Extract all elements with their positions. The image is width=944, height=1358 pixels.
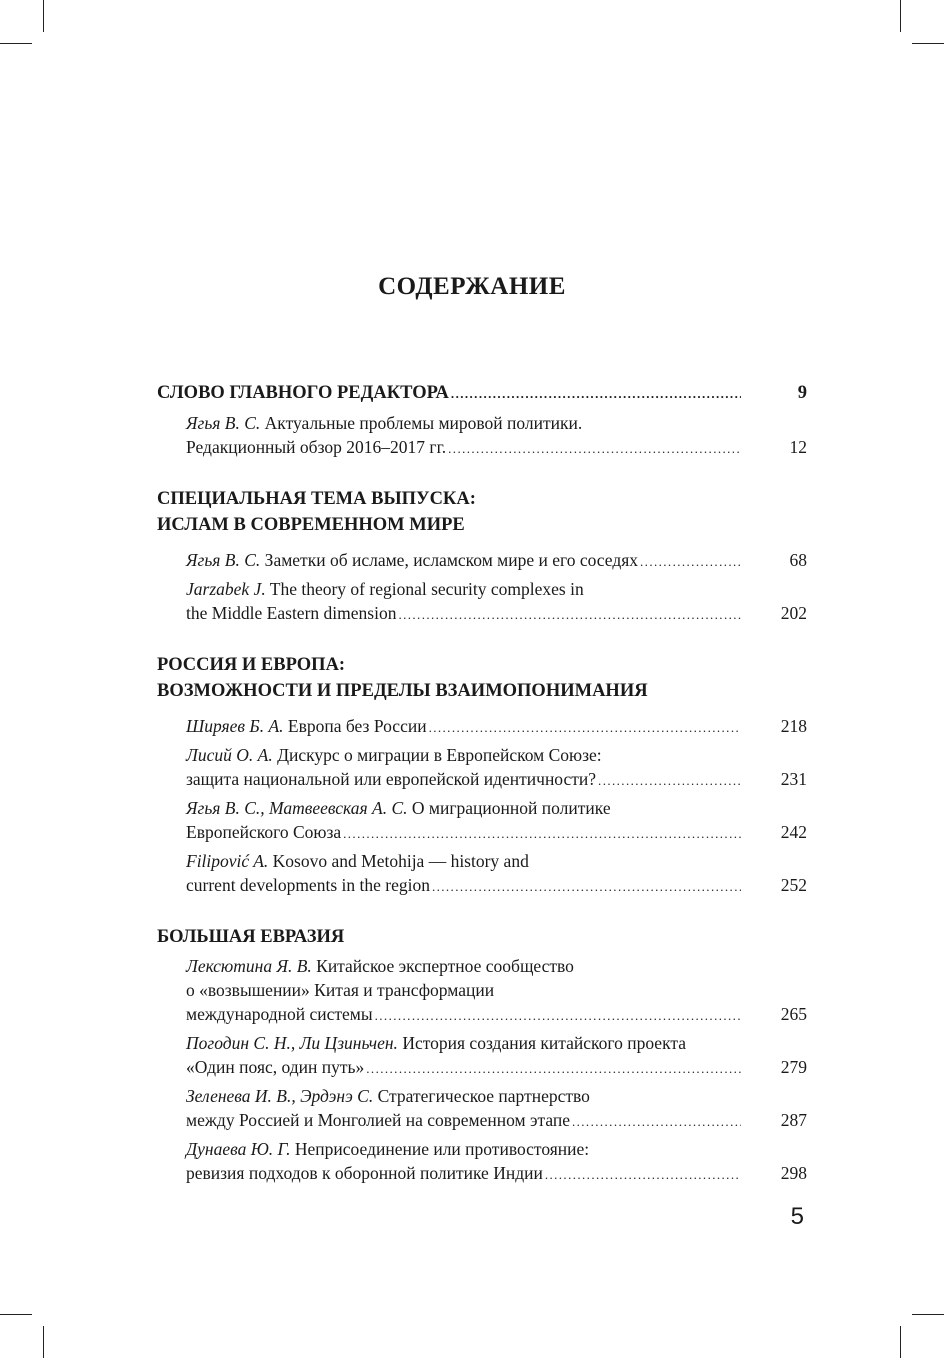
entry-line	[186, 767, 807, 793]
entry-line	[186, 1161, 807, 1187]
entry-line	[186, 411, 807, 435]
entry-title: Актуальные проблемы мировой политики.	[264, 413, 583, 433]
dot-leader	[448, 437, 741, 461]
entry-text	[186, 1055, 364, 1079]
entry-line	[186, 849, 807, 873]
toc-entry	[157, 743, 807, 793]
page-ref: 202	[780, 603, 807, 623]
page-ref: 218	[780, 716, 807, 736]
entry-title: the Middle Eastern dimension	[186, 603, 397, 623]
page-ref: 242	[780, 822, 807, 842]
toc-entries	[157, 714, 807, 899]
page-ref: 231	[780, 769, 807, 789]
entry-author: Дунаева Ю. Г.	[186, 1139, 291, 1159]
entry-line	[186, 601, 807, 627]
dot-leader	[398, 603, 741, 627]
entry-title: Редакционный обзор 2016–2017 гг.	[186, 437, 447, 457]
toc-entry	[157, 577, 807, 627]
crop-mark	[43, 1326, 44, 1358]
entry-text	[186, 714, 427, 738]
entry-author: Ягья В. С.	[186, 550, 261, 570]
entry-text	[186, 767, 596, 791]
crop-mark	[0, 43, 32, 44]
entry-line	[186, 1031, 807, 1055]
entry-title: Неприсоединение или противостояние:	[294, 1139, 590, 1159]
entry-author: Зеленева И. В., Эрдэнэ С.	[186, 1086, 374, 1106]
toc-entry	[157, 954, 807, 1028]
crop-mark	[900, 1326, 901, 1358]
toc-section	[157, 924, 807, 1187]
toc-entry	[157, 1031, 807, 1081]
entry-title: Стратегическое партнерство	[377, 1086, 590, 1106]
entry-author: Погодин С. Н., Ли Цзиньчен.	[186, 1033, 398, 1053]
entry-text	[186, 1161, 543, 1185]
dot-leader	[366, 1057, 741, 1081]
page-number: 5	[790, 1203, 804, 1230]
entry-author: Filipović A.	[186, 851, 269, 871]
section-heading-line: ВОЗМОЖНОСТИ И ПРЕДЕЛЫ ВЗАИМОПОНИМАНИЯ	[157, 681, 648, 701]
toc-section	[157, 486, 807, 627]
entry-text	[186, 548, 638, 572]
entry-line	[186, 435, 807, 461]
page-ref: 68	[789, 550, 807, 570]
entry-line	[186, 820, 807, 846]
section-heading	[157, 486, 807, 538]
entry-line	[186, 743, 807, 767]
toc-entries	[157, 954, 807, 1187]
entry-author: Ягья В. С.	[186, 413, 261, 433]
entry-title: «Один пояс, один путь»	[186, 1057, 365, 1077]
entry-title: о «возвышении» Китая и трансформации	[186, 980, 495, 1000]
entry-title: ревизия подходов к оборонной политике Индии	[186, 1163, 543, 1183]
dot-leader	[429, 716, 741, 740]
entry-line	[186, 873, 807, 899]
entry-author: Ягья В. С., Матвеевская А. С.	[186, 798, 408, 818]
entry-title: международной системы	[186, 1004, 373, 1024]
section-heading-line: ИСЛАМ В СОВРЕМЕННОМ МИРЕ	[157, 515, 465, 535]
section-heading-line: БОЛЬШАЯ ЕВРАЗИЯ	[157, 927, 345, 947]
entry-author: Лисий О. А.	[186, 745, 273, 765]
page-ref: 287	[780, 1110, 807, 1130]
dot-leader	[572, 1110, 741, 1134]
entry-line	[186, 796, 807, 820]
table-of-contents	[157, 380, 807, 1187]
entry-title: О миграционной политике	[411, 798, 611, 818]
toc-entry	[157, 796, 807, 846]
entry-title: История создания китайского проекта	[402, 1033, 686, 1053]
entry-text	[186, 820, 341, 844]
entry-line	[186, 548, 807, 574]
toc-entries	[157, 411, 807, 461]
entry-title: между Россией и Монголией на современном этапе	[186, 1110, 570, 1130]
entry-line	[186, 978, 807, 1002]
page-ref: 265	[780, 1004, 807, 1024]
crop-mark	[0, 1314, 32, 1315]
entry-line	[186, 954, 807, 978]
entry-line	[186, 1055, 807, 1081]
section-heading	[157, 380, 807, 407]
entry-line	[186, 1137, 807, 1161]
entry-title: Заметки об исламе, исламском мире и его соседях	[264, 550, 639, 570]
page-ref: 298	[780, 1163, 807, 1183]
entry-title: Дискурс о миграции в Европейском Союзе:	[277, 745, 602, 765]
page-ref: 9	[797, 383, 807, 403]
dot-leader	[598, 769, 741, 793]
entry-line	[186, 714, 807, 740]
dot-leader	[432, 875, 741, 899]
entry-title: current developments in the region	[186, 875, 430, 895]
entry-author: Ширяев Б. А.	[186, 716, 284, 736]
entry-title: Европейского Союза	[186, 822, 342, 842]
toc-entries	[157, 548, 807, 627]
entry-text	[186, 435, 446, 459]
dot-leader	[375, 1004, 741, 1028]
entry-line	[186, 1002, 807, 1028]
page-title: СОДЕРЖАНИЕ	[378, 273, 566, 300]
entry-line	[186, 1108, 807, 1134]
page-ref: 12	[789, 437, 807, 457]
dot-leader	[640, 550, 741, 574]
page-ref: 252	[780, 875, 807, 895]
entry-title: Китайское экспертное сообщество	[316, 956, 574, 976]
toc-section	[157, 652, 807, 899]
entry-title: The theory of regional security complexes in	[269, 579, 584, 599]
section-heading	[157, 924, 807, 950]
entry-author: Jarzabek J.	[186, 579, 266, 599]
toc-entry	[157, 714, 807, 740]
entry-text	[186, 601, 396, 625]
toc-entry	[157, 1084, 807, 1134]
section-heading-line: РОССИЯ И ЕВРОПА:	[157, 655, 346, 675]
entry-line	[186, 577, 807, 601]
entry-title: Kosovo and Metohija — history and	[272, 851, 529, 871]
entry-text	[186, 1108, 570, 1132]
crop-mark	[900, 0, 901, 32]
page-ref: 279	[780, 1057, 807, 1077]
entry-line	[186, 1084, 807, 1108]
section-heading-line: СЛОВО ГЛАВНОГО РЕДАКТОРА	[157, 383, 449, 403]
entry-title: защита национальной или европейской идентичности?	[186, 769, 597, 789]
toc-entry	[157, 411, 807, 461]
toc-entry	[157, 849, 807, 899]
crop-mark	[912, 43, 944, 44]
toc-section	[157, 380, 807, 461]
section-heading-line: СПЕЦИАЛЬНАЯ ТЕМА ВЫПУСКА:	[157, 489, 476, 509]
entry-text	[186, 1002, 373, 1026]
dot-leader	[545, 1163, 741, 1187]
entry-text	[186, 873, 430, 897]
dot-leader	[451, 381, 741, 407]
section-heading	[157, 652, 807, 704]
dot-leader	[343, 822, 741, 846]
entry-title: Европа без России	[287, 716, 427, 736]
crop-mark	[912, 1314, 944, 1315]
toc-entry	[157, 548, 807, 574]
toc-entry	[157, 1137, 807, 1187]
crop-mark	[43, 0, 44, 32]
entry-author: Лексютина Я. В.	[186, 956, 312, 976]
